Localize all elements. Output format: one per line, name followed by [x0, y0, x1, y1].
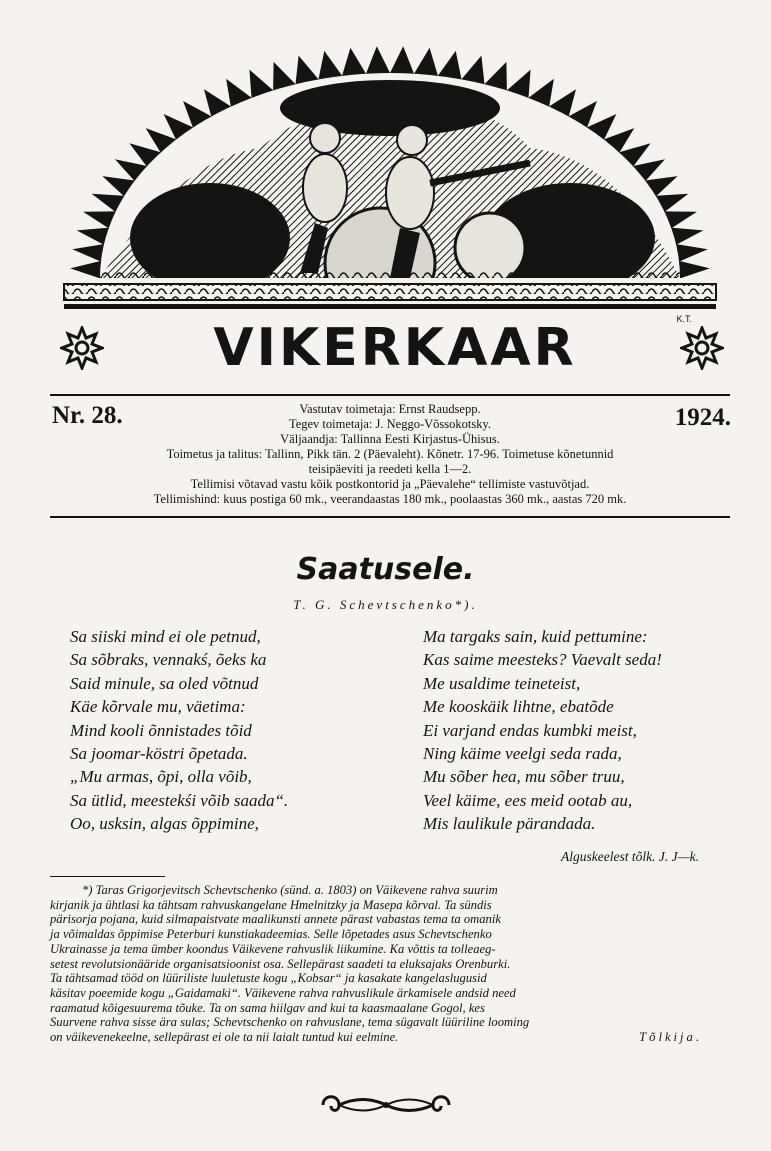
imprint-line: Tellimishind: kuus postiga 60 mk., veerandaastas 180 mk., poolaastas 360 mk., aastas 720 mk.: [153, 492, 627, 506]
header-rule-top: [50, 394, 730, 396]
flower-ornament-right-icon: [680, 326, 724, 370]
poem-line: Ei varjand endas kumbki meist,: [423, 720, 637, 740]
footnote-rule: [50, 876, 165, 877]
poem-line: Mu sõber hea, mu sõber truu,: [423, 767, 625, 787]
poem-author: T. G. Schevtschenko*).: [293, 597, 478, 612]
header-rule-bottom: [50, 516, 730, 518]
imprint-line: Toimetus ja talitus: Tallinn, Pikk tän. 2 (Päevaleht). Kõnetr. 17-96. Toimetuse kõnetunnid: [166, 447, 614, 461]
poem-left-column: [70, 625, 288, 836]
footnote-line: kirjanik ja ühtlasi ka tähtsam rahvuskangelane Hmelnitzky ja Masepa kõrval. Ta sündis: [50, 897, 492, 912]
poem-line: Mind kooli õnnistades tõid: [70, 720, 252, 740]
footnote-line: setest revolutsionääride organisatsioonist osa. Sellepärast saadeti ta eluksajaks Orenburki.: [50, 956, 511, 971]
issue-number: Nr. 28.: [52, 402, 123, 429]
masthead-title: VIKERKAAR: [213, 318, 577, 378]
translator-credit: Alguskeelest tõlk. J. J—k.: [561, 849, 699, 864]
footnote-signature: Tõlkija.: [639, 1030, 702, 1045]
footnote-line: Suurvene rahva sisse ära sulas; Schevtschenko on rahvuslane, tema sügavalt lüüriline looming: [50, 1015, 530, 1030]
flower-ornament-left-icon: [60, 326, 104, 370]
masthead-title-row: [60, 314, 730, 378]
imprint-line: Tellimisi võtavad vastu kõik postkontorid ja „Päevalehe“ tellimiste vastuvõtjad.: [190, 477, 590, 491]
footnote-line: *) Taras Grigorjevitsch Schevtschenko (sünd. a. 1803) on Väikevene rahva suurim: [82, 883, 498, 897]
footnote-line: ja võimaldas õppimise Peterburi kunstiakadeemias. Selle lõpetades asus Schevtschenko: [50, 927, 492, 942]
poem-line: Ning käime veelgi seda rada,: [423, 744, 622, 764]
poem-line: Sa sõbraks, vennakś, õeks ka: [70, 650, 267, 670]
poem-line: Sa siiski mind ei ole petnud,: [70, 627, 261, 646]
poem-line: Veel käime, ees meid ootab au,: [423, 790, 633, 810]
footnote-line: on väikevenekeelne, sellepärast ei ole ta nii laialt tuntud kui eelmine.: [50, 1030, 399, 1045]
scroll-ornament-icon: [315, 1088, 457, 1122]
poem-title: Saatusele.: [296, 552, 475, 587]
poem-line: Käe kõrvale mu, väetima:: [70, 697, 246, 717]
footnote-line: Ukrainasse ja tema ümber koondus Väikevene rahvuslik liikumine. Ka võttis ta tolleaeg-: [50, 941, 496, 956]
poem-line: „Mu armas, õpi, olla võib,: [70, 767, 252, 787]
poem-line: Mis laulikule pärandada.: [423, 814, 596, 834]
poem-line: Me kooskäik lihtne, ebatõde: [423, 697, 614, 717]
issue-year: 1924.: [674, 404, 731, 431]
footnote-line: Ta tähtsamad tööd on lüüriliste luuletuste kogu „Kobsar“ ja kasakate kangelaslugusid: [50, 971, 487, 986]
imprint: [50, 402, 730, 507]
sunburst-figures-illustration: [60, 38, 720, 323]
footnote-line: pärisorja pojana, kuid silmapaistvate maalikunsti annete pärast vabastas tema ta omanik: [50, 912, 501, 927]
poem-line: Sa ütlid, meestekśi võib saada“.: [70, 790, 289, 810]
poem-line: Me usaldime teineteist,: [423, 673, 581, 693]
poem-right-column: [423, 625, 662, 836]
imprint-line: Tegev toimetaja: J. Neggo-Võssokotsky.: [288, 417, 492, 431]
poem-line: Ma targaks sain, kuid pettumine:: [423, 627, 648, 646]
footnote-line: käsitav poeemide kogu „Gaidamaki“. Väikevene rahva rahvuslikule ärkamisele andsid need: [50, 985, 516, 1000]
poem-line: Oo, usksin, algas õppimine,: [70, 814, 259, 834]
footnote-line: raamatud kõigesuurema tõuke. Ta on sama hiilgav and kui ta kaasmaalane Gogol, kes: [50, 1000, 485, 1015]
imprint-line: teisipäeviti ja reedeti kella 1—2.: [308, 462, 472, 476]
footnote: [50, 883, 732, 1045]
poem-line: Said minule, sa oled võtnud: [70, 673, 259, 693]
artist-mark: K.T.: [676, 314, 692, 324]
poem-line: Kas saime meesteks? Vaevalt seda!: [423, 650, 662, 670]
imprint-line: Vastutav toimetaja: Ernst Raudsepp.: [299, 402, 481, 416]
imprint-line: Väljaandja: Tallinna Eesti Kirjastus-Ühisus.: [280, 432, 500, 446]
poem-line: Sa joomar-köstri õpetada.: [70, 744, 248, 764]
